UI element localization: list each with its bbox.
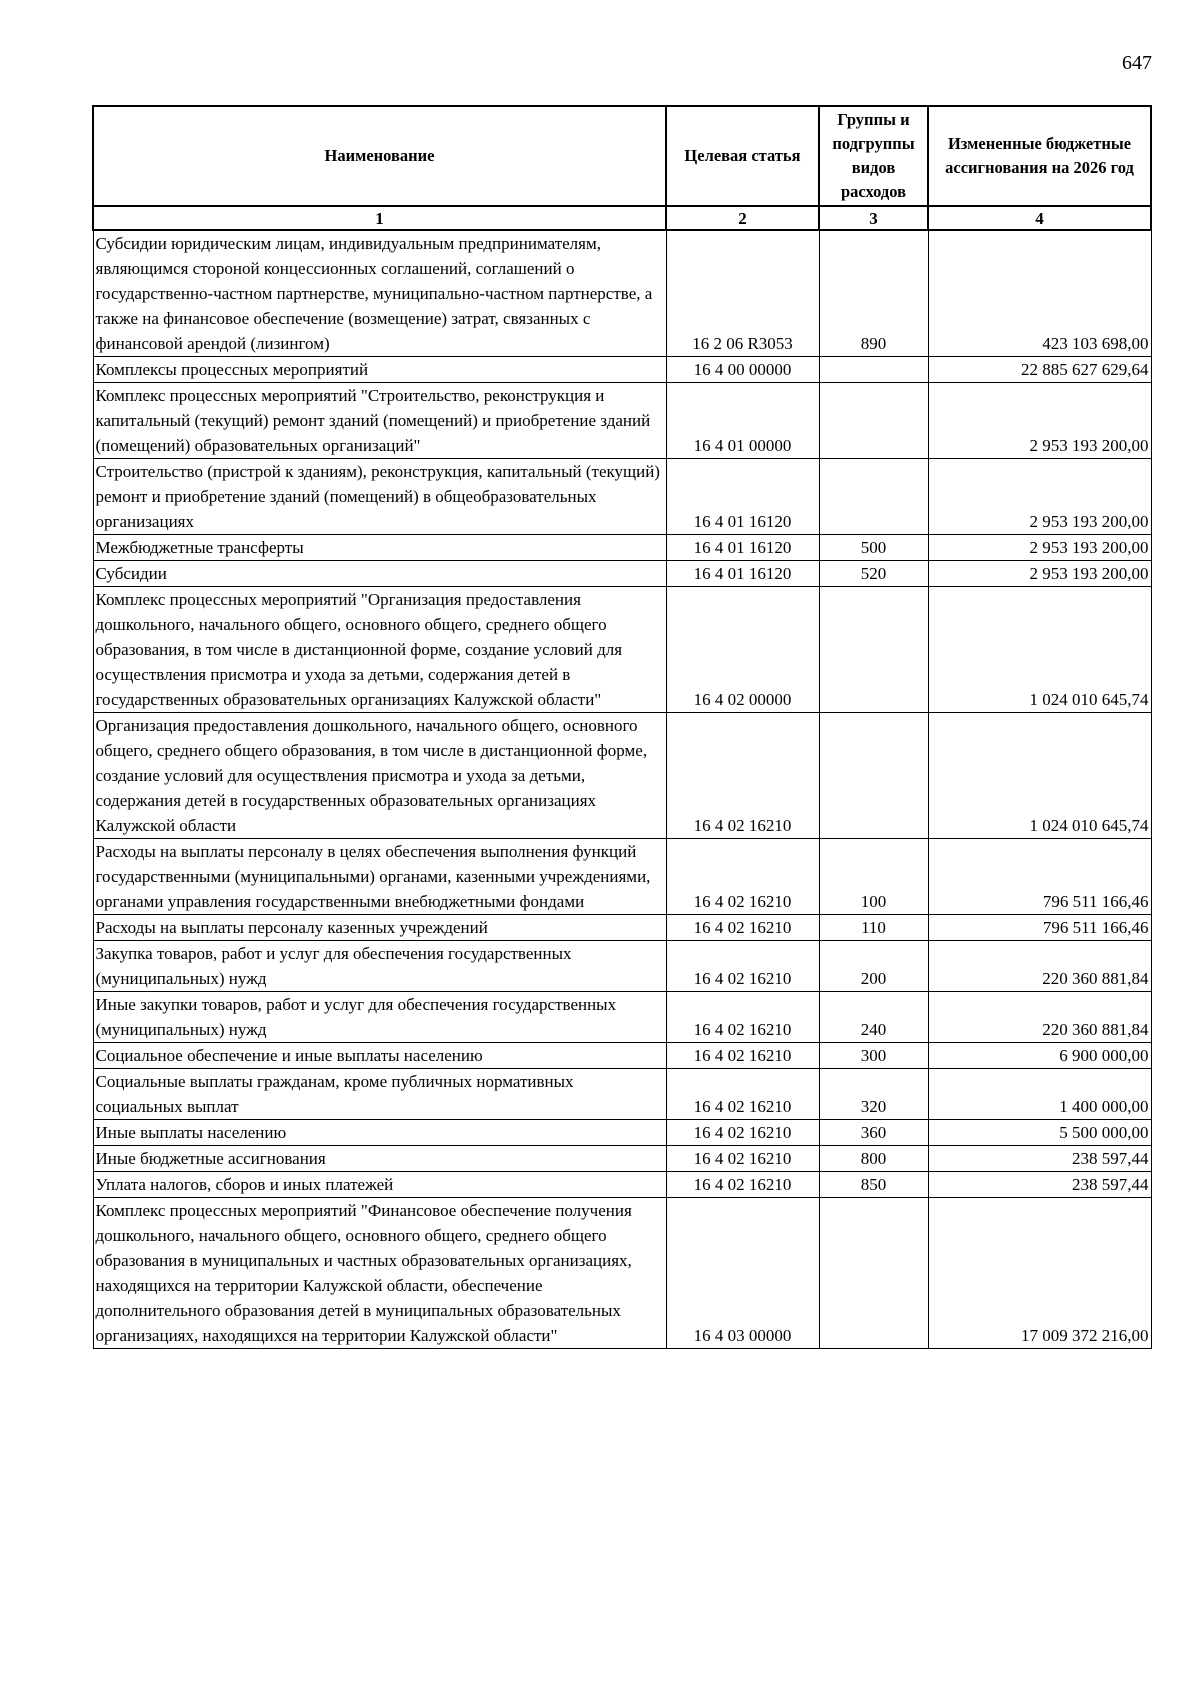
row-code: 16 4 01 16120: [666, 459, 819, 535]
row-code: 16 4 02 16210: [666, 915, 819, 941]
table-row: [93, 357, 1151, 383]
row-name: Закупка товаров, работ и услуг для обеспечения государственных (муниципальных) нужд: [93, 941, 666, 992]
row-amount: 5 500 000,00: [928, 1120, 1151, 1146]
row-group: 800: [819, 1146, 928, 1172]
header-code: Целевая статья: [666, 106, 819, 206]
row-code: 16 4 02 16210: [666, 992, 819, 1043]
row-amount: 22 885 627 629,64: [928, 357, 1151, 383]
row-amount: 1 024 010 645,74: [928, 587, 1151, 713]
row-name: Строительство (пристрой к зданиям), реконструкция, капитальный (текущий) ремонт и приобретение зданий (помещений) в общеобразовательных организациях: [93, 459, 666, 535]
table-row: [93, 1146, 1151, 1172]
table-row: [93, 561, 1151, 587]
row-name: Уплата налогов, сборов и иных платежей: [93, 1172, 666, 1198]
row-name: Комплексы процессных мероприятий: [93, 357, 666, 383]
row-code: 16 4 02 16210: [666, 1172, 819, 1198]
row-name: Иные выплаты населению: [93, 1120, 666, 1146]
table-row: [93, 713, 1151, 839]
column-number: 2: [666, 206, 819, 230]
table-row: [93, 383, 1151, 459]
row-amount: 220 360 881,84: [928, 992, 1151, 1043]
row-name: Субсидии: [93, 561, 666, 587]
row-name: Иные бюджетные ассигнования: [93, 1146, 666, 1172]
row-group: 240: [819, 992, 928, 1043]
row-name: Межбюджетные трансферты: [93, 535, 666, 561]
row-name: Комплекс процессных мероприятий "Организация предоставления дошкольного, начального общего, основного общего, среднего общего образования, в том числе в дистанционной форме, создание условий для осуществления присмотра и ухода за детьми, содержания детей в государственных образовательных организациях Калужской области": [93, 587, 666, 713]
row-code: 16 4 00 00000: [666, 357, 819, 383]
row-group: 850: [819, 1172, 928, 1198]
row-amount: 796 511 166,46: [928, 915, 1151, 941]
table-row: [93, 941, 1151, 992]
row-group: [819, 1198, 928, 1349]
row-code: 16 4 02 00000: [666, 587, 819, 713]
row-name: Комплекс процессных мероприятий "Финансовое обеспечение получения дошкольного, начального общего, основного общего, среднего общего образования в муниципальных и частных образовательных организациях, находящихся на территории Калужской области, обеспечение дополнительного образования детей в муниципальных образовательных организациях, находящихся на территории Калужской области": [93, 1198, 666, 1349]
row-code: 16 4 01 00000: [666, 383, 819, 459]
table-row: [93, 1069, 1151, 1120]
header-group: Группы и подгруппы видов расходов: [819, 106, 928, 206]
row-name: Иные закупки товаров, работ и услуг для обеспечения государственных (муниципальных) нужд: [93, 992, 666, 1043]
row-amount: 220 360 881,84: [928, 941, 1151, 992]
row-code: 16 4 03 00000: [666, 1198, 819, 1349]
budget-table: [92, 105, 1152, 1349]
table-row: [93, 1043, 1151, 1069]
table-row: [93, 230, 1151, 357]
column-number: 1: [93, 206, 666, 230]
row-code: 16 4 02 16210: [666, 1043, 819, 1069]
table-row: [93, 915, 1151, 941]
row-code: 16 2 06 R3053: [666, 230, 819, 357]
row-amount: 2 953 193 200,00: [928, 383, 1151, 459]
header-amount: Измененные бюджетные ассигнования на 2026 год: [928, 106, 1151, 206]
row-code: 16 4 02 16210: [666, 941, 819, 992]
row-name: Комплекс процессных мероприятий "Строительство, реконструкция и капитальный (текущий) ремонт зданий (помещений) и приобретение зданий (помещений) образовательных организаций": [93, 383, 666, 459]
row-name: Субсидии юридическим лицам, индивидуальным предпринимателям, являющимся стороной концессионных соглашений, соглашений о государственно-частном партнерстве, муниципально-частном партнерстве, а также на финансовое обеспечение (возмещение) затрат, связанных с финансовой арендой (лизингом): [93, 230, 666, 357]
row-code: 16 4 02 16210: [666, 839, 819, 915]
row-name: Организация предоставления дошкольного, начального общего, основного общего, среднего общего образования, в том числе в дистанционной форме, создание условий для осуществления присмотра и ухода за детьми, содержания детей в государственных образовательных организациях Калужской области: [93, 713, 666, 839]
table-row: [93, 535, 1151, 561]
row-group: 500: [819, 535, 928, 561]
row-code: 16 4 01 16120: [666, 561, 819, 587]
row-amount: 2 953 193 200,00: [928, 535, 1151, 561]
row-code: 16 4 01 16120: [666, 535, 819, 561]
table-row: [93, 1198, 1151, 1349]
row-name: Социальные выплаты гражданам, кроме публичных нормативных социальных выплат: [93, 1069, 666, 1120]
row-group: 360: [819, 1120, 928, 1146]
row-code: 16 4 02 16210: [666, 1120, 819, 1146]
row-group: 520: [819, 561, 928, 587]
column-number: 4: [928, 206, 1151, 230]
row-group: 300: [819, 1043, 928, 1069]
row-group: [819, 383, 928, 459]
table-row: [93, 839, 1151, 915]
column-number: 3: [819, 206, 928, 230]
table-row: [93, 459, 1151, 535]
header-row: [93, 106, 1151, 206]
row-amount: 2 953 193 200,00: [928, 561, 1151, 587]
table-row: [93, 992, 1151, 1043]
row-amount: 1 024 010 645,74: [928, 713, 1151, 839]
row-amount: 238 597,44: [928, 1172, 1151, 1198]
row-amount: 238 597,44: [928, 1146, 1151, 1172]
row-group: 890: [819, 230, 928, 357]
row-group: 200: [819, 941, 928, 992]
row-group: 110: [819, 915, 928, 941]
row-amount: 423 103 698,00: [928, 230, 1151, 357]
page-number: 647: [1122, 52, 1152, 74]
row-name: Расходы на выплаты персоналу казенных учреждений: [93, 915, 666, 941]
row-group: [819, 713, 928, 839]
table-row: [93, 587, 1151, 713]
column-number-row: [93, 206, 1151, 230]
row-group: [819, 587, 928, 713]
row-amount: 2 953 193 200,00: [928, 459, 1151, 535]
row-amount: 17 009 372 216,00: [928, 1198, 1151, 1349]
row-code: 16 4 02 16210: [666, 1069, 819, 1120]
table-row: [93, 1120, 1151, 1146]
row-code: 16 4 02 16210: [666, 713, 819, 839]
row-group: 100: [819, 839, 928, 915]
row-group: [819, 357, 928, 383]
row-group: [819, 459, 928, 535]
row-amount: 1 400 000,00: [928, 1069, 1151, 1120]
row-group: 320: [819, 1069, 928, 1120]
row-code: 16 4 02 16210: [666, 1146, 819, 1172]
table-row: [93, 1172, 1151, 1198]
row-name: Расходы на выплаты персоналу в целях обеспечения выполнения функций государственными (муниципальными) органами, казенными учреждениями, органами управления государственными внебюджетными фондами: [93, 839, 666, 915]
row-name: Социальное обеспечение и иные выплаты населению: [93, 1043, 666, 1069]
header-name: Наименование: [93, 106, 666, 206]
row-amount: 796 511 166,46: [928, 839, 1151, 915]
row-amount: 6 900 000,00: [928, 1043, 1151, 1069]
